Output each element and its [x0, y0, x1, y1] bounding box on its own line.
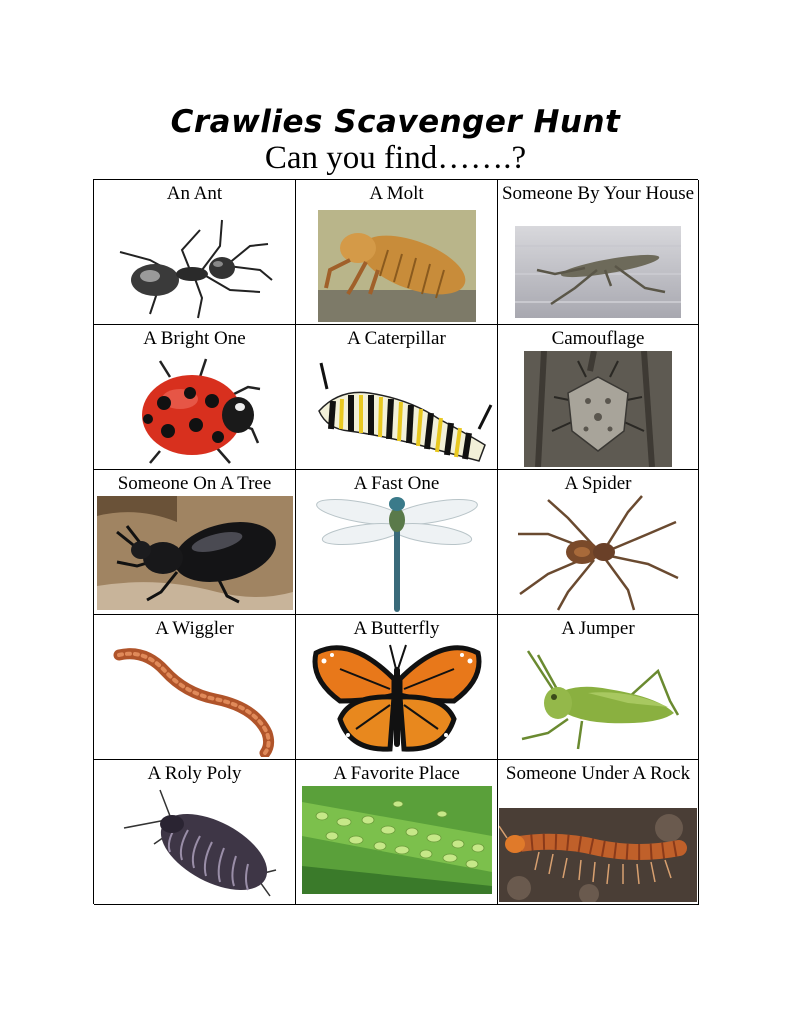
grid-cell-on-tree: [94, 470, 296, 615]
cell-label: A Wiggler: [155, 618, 234, 639]
pill-bug-icon: [94, 786, 295, 902]
dragonfly-icon: [296, 494, 497, 614]
scavenger-grid: [93, 179, 698, 904]
cell-label: Someone By Your House: [501, 183, 695, 204]
ladybug-icon: [94, 351, 295, 467]
cell-label: A Favorite Place: [333, 763, 460, 784]
monarch-butterfly-icon: [296, 639, 497, 757]
cell-label: A Bright One: [143, 328, 246, 349]
grid-cell-spider: [498, 470, 699, 615]
grid-cell-ant: [94, 180, 296, 325]
stink-bug-on-bark-icon: [498, 351, 698, 467]
grid-cell-fast-one: [296, 470, 498, 615]
grid-cell-under-rock: [498, 760, 699, 905]
grid-cell-favorite-place: [296, 760, 498, 905]
black-beetle-icon: [94, 496, 295, 610]
aphids-on-leaf-icon: [296, 786, 497, 894]
page-subtitle: Can you find…….?: [264, 140, 527, 176]
cell-label: Someone Under A Rock: [505, 763, 691, 784]
grid-cell-caterpillar: [296, 325, 498, 470]
cell-label: A Spider: [564, 473, 632, 494]
grasshopper-on-wall-icon: [498, 226, 698, 318]
cell-label: A Jumper: [561, 618, 635, 639]
cell-label: Camouflage: [551, 328, 645, 349]
grid-cell-by-house: [498, 180, 699, 325]
cell-label: A Roly Poly: [147, 763, 242, 784]
cell-label: A Molt: [369, 183, 424, 204]
cicada-molt-icon: [296, 210, 497, 322]
grid-cell-roly-poly: [94, 760, 296, 905]
grid-cell-bright-one: [94, 325, 296, 470]
cell-label: An Ant: [166, 183, 223, 204]
grid-cell-jumper: [498, 615, 699, 760]
cell-label: A Butterfly: [353, 618, 440, 639]
cell-label: A Caterpillar: [347, 328, 446, 349]
grid-cell-molt: [296, 180, 498, 325]
grid-cell-wiggler: [94, 615, 296, 760]
ant-icon: [94, 210, 295, 322]
centipede-icon: [498, 808, 698, 902]
cell-label: Someone On A Tree: [117, 473, 272, 494]
grasshopper-icon: [498, 641, 698, 757]
page-title: Crawlies Scavenger Hunt: [170, 104, 621, 140]
grid-cell-butterfly: [296, 615, 498, 760]
monarch-caterpillar-icon: [296, 349, 497, 467]
grid-cell-camouflage: [498, 325, 699, 470]
earthworm-icon: [94, 641, 295, 757]
cell-label: A Fast One: [353, 473, 440, 494]
spider-icon: [498, 494, 698, 612]
